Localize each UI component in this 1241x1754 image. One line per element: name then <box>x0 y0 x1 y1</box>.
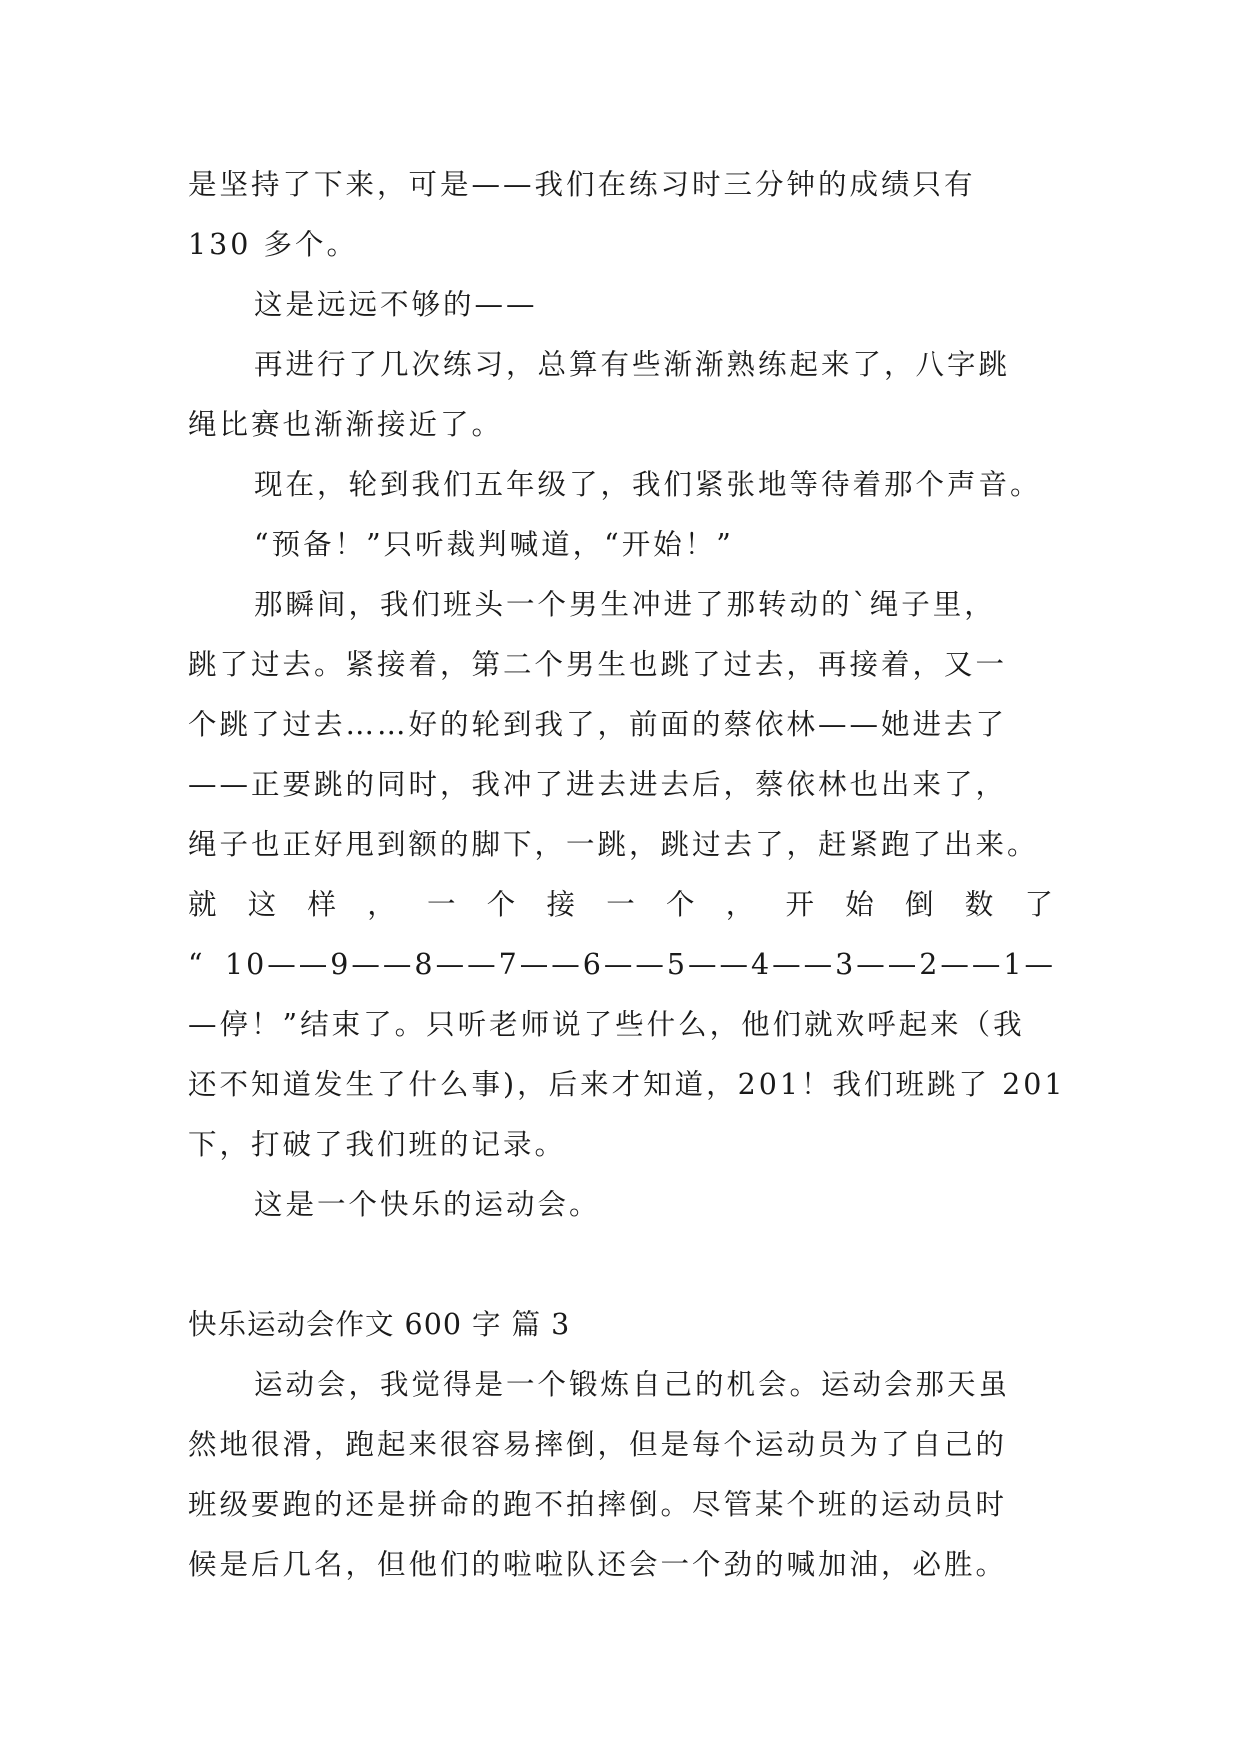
text-line: 跳了过去。紧接着，第二个男生也跳了过去，再接着，又一 <box>188 648 1008 681</box>
text-line: “预备！”只听裁判喊道，“开始！” <box>254 528 734 561</box>
text-line: 运动会，我觉得是一个锻炼自己的机会。运动会那天虽 <box>254 1368 1011 1401</box>
text-line: 那瞬间，我们班头一个男生冲进了那转动的`绳子里， <box>254 588 996 621</box>
text-line: 就 这 样 ， 一 个 接 一 个 ， 开 始 倒 数 了 <box>188 888 1056 921</box>
text-line: 下，打破了我们班的记录。 <box>188 1128 567 1161</box>
text-line: “ 10——9——8——7——6——5——4——3——2——1— <box>188 948 1056 981</box>
text-line: 绳比赛也渐渐接近了。 <box>188 408 504 441</box>
text-line: ——正要跳的同时，我冲了进去进去后，蔡依林也出来了， <box>188 768 1008 801</box>
text-line: 还不知道发生了什么事)，后来才知道，201！我们班跳了 201 <box>188 1068 1066 1101</box>
text-line: 是坚持了下来，可是——我们在练习时三分钟的成绩只有 <box>188 168 976 201</box>
text-line: 130 多个。 <box>188 228 358 261</box>
document-page <box>188 155 1066 1595</box>
essay-body-part-1 <box>188 155 1066 1235</box>
text-line: 个跳了过去……好的轮到我了，前面的蔡依林——她进去了 <box>188 708 1008 741</box>
text-line: 这是远远不够的—— <box>254 288 538 321</box>
text-line: —停！”结束了。只听老师说了些什么，他们就欢呼起来（我 <box>188 1008 1025 1041</box>
text-line: 现在，轮到我们五年级了，我们紧张地等待着那个声音。 <box>254 468 1042 501</box>
section-spacer <box>188 1235 1056 1295</box>
text-line: 绳子也正好甩到额的脚下，一跳，跳过去了，赶紧跑了出来。 <box>188 828 1039 861</box>
essay-body-part-2 <box>188 1355 1056 1595</box>
text-line: 再进行了几次练习，总算有些渐渐熟练起来了，八字跳 <box>254 348 1011 381</box>
text-line: 班级要跑的还是拼命的跑不拍摔倒。尽管某个班的运动员时 <box>188 1488 1008 1521</box>
section-heading: 快乐运动会作文 600 字 篇 3 <box>188 1308 571 1341</box>
text-line: 然地很滑，跑起来很容易摔倒，但是每个运动员为了自己的 <box>188 1428 1008 1461</box>
text-line: 候是后几名，但他们的啦啦队还会一个劲的喊加油，必胜。 <box>188 1548 1008 1581</box>
text-line: 这是一个快乐的运动会。 <box>254 1188 601 1221</box>
